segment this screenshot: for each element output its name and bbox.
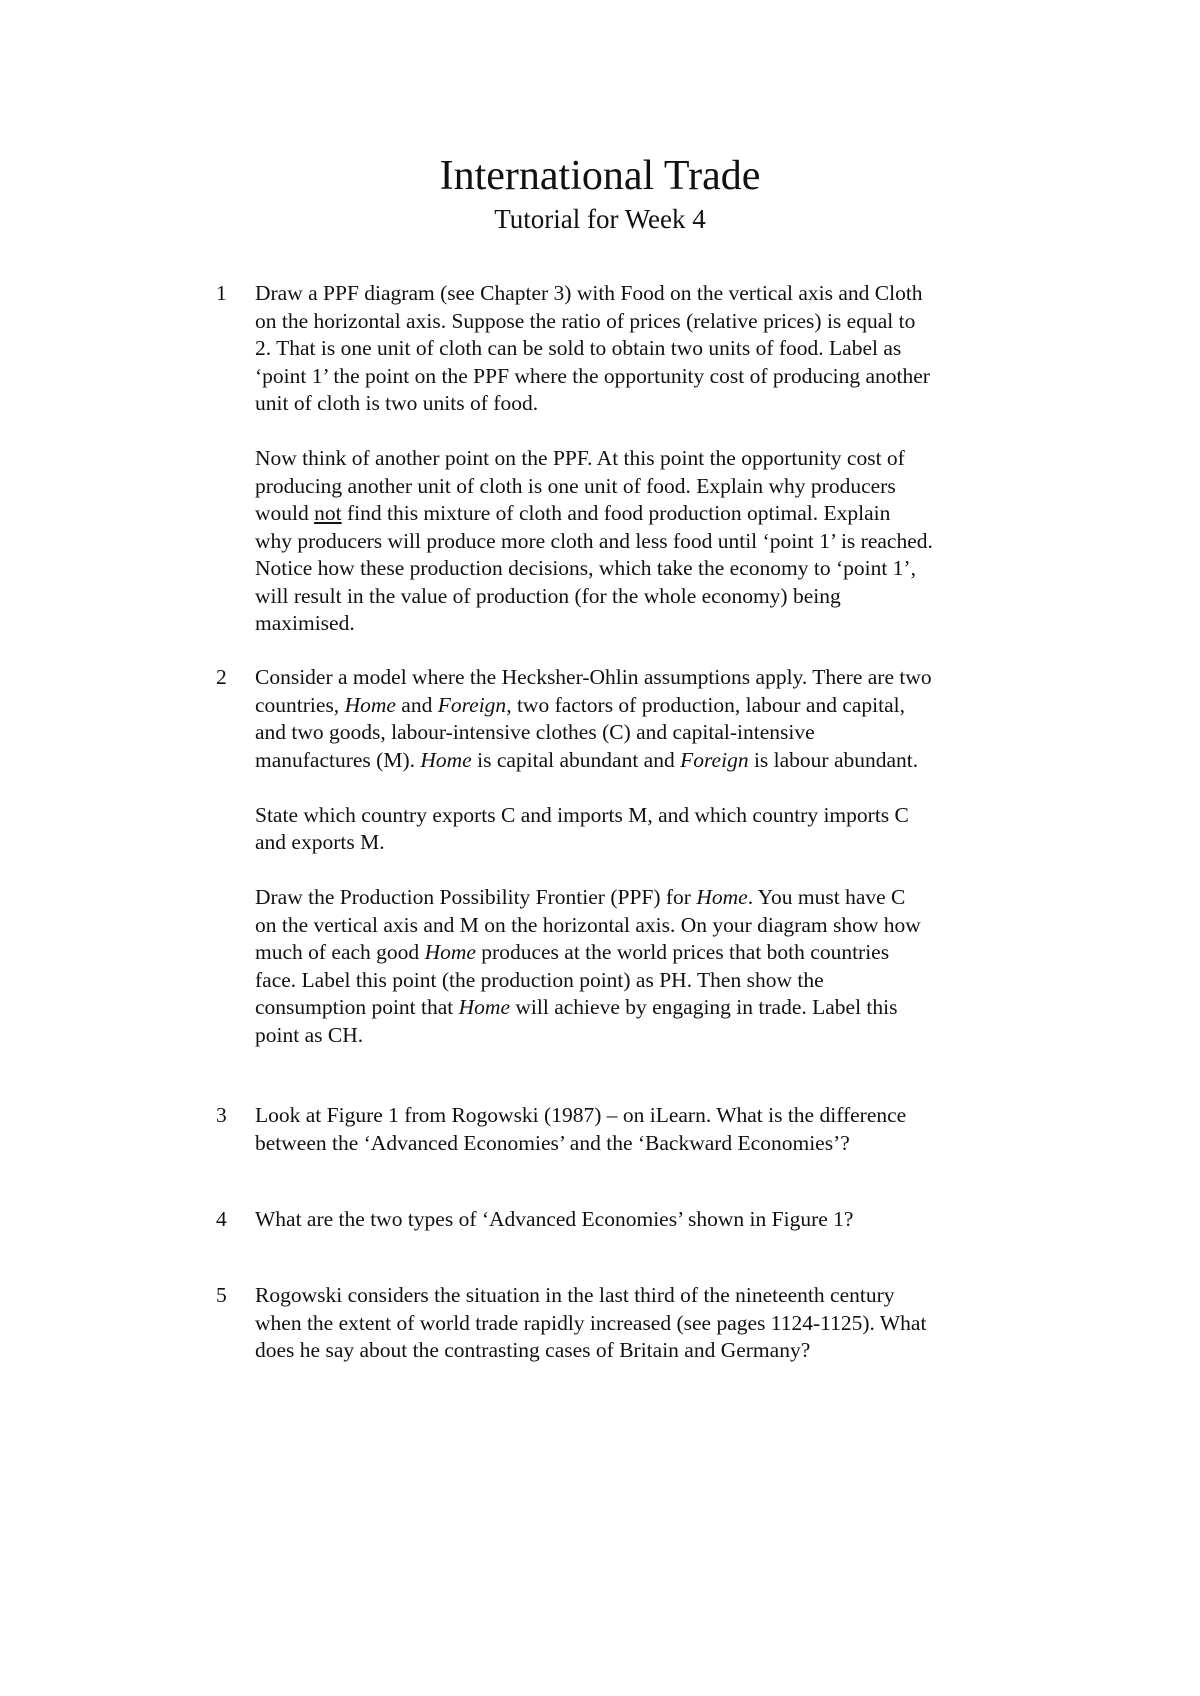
text-line: between the ‘Advanced Economies’ and the ‘Backward Economies’? <box>255 1130 850 1155</box>
question-paragraph <box>255 1206 1036 1234</box>
underlined-text: not <box>314 501 342 525</box>
question-4 <box>216 1206 1036 1234</box>
text-run: consumption point that <box>255 995 459 1019</box>
text-run: much of each good <box>255 940 425 964</box>
text-line: Notice how these production decisions, which take the economy to ‘point 1’, <box>255 556 916 580</box>
question-paragraph <box>255 802 1036 857</box>
text-line: Consider a model where the Hecksher-Ohlin assumptions apply. There are two <box>255 665 932 689</box>
question-number: 2 <box>216 665 227 689</box>
text-line: on the vertical axis and M on the horizontal axis. On your diagram show how <box>255 912 921 937</box>
text-line: State which country exports C and imports M, and which country imports C <box>255 802 909 827</box>
text-line: face. Label this point (the production point) as PH. Then show the <box>255 967 824 992</box>
text-line: and two goods, labour-intensive clothes (C) and capital-intensive <box>255 720 815 744</box>
text-line: and exports M. <box>255 830 385 854</box>
text-run: produces at the world prices that both countries <box>475 940 890 964</box>
text-line: will result in the value of production (for the whole economy) being <box>255 583 841 608</box>
text-line: on the horizontal axis. Suppose the ratio of prices (relative prices) is equal to <box>255 308 916 333</box>
text-run: would <box>255 501 315 525</box>
text-run: is capital abundant and <box>471 747 681 772</box>
text-line-with-underline <box>255 500 1036 528</box>
text-run: . You must have C <box>747 885 906 909</box>
question-paragraph <box>255 1102 1036 1157</box>
italic-text: Home <box>344 692 396 717</box>
text-line-with-italics <box>255 692 1036 720</box>
italic-text: Foreign <box>680 747 749 772</box>
text-line-with-italics <box>255 994 1036 1022</box>
text-line: maximised. <box>255 611 355 635</box>
text-line: 2. That is one unit of cloth can be sold to obtain two units of food. Label as <box>255 336 902 360</box>
question-3 <box>216 1102 1036 1157</box>
text-line: when the extent of world trade rapidly increased (see pages 1124-1125). What <box>255 1310 927 1335</box>
italic-text: Home <box>696 885 748 909</box>
question-paragraph <box>255 1282 1036 1365</box>
question-5 <box>216 1282 1036 1365</box>
question-paragraph <box>255 884 1036 1049</box>
text-run: , two factors of production, labour and capital, <box>506 692 906 717</box>
question-1 <box>216 280 1036 638</box>
italic-text: Home <box>424 940 476 964</box>
italic-text: Home <box>458 995 511 1019</box>
text-line-with-italics <box>255 884 1036 912</box>
text-run: find this mixture of cloth and food production optimal. Explain <box>341 501 891 525</box>
question-number: 3 <box>216 1103 227 1127</box>
text-run: Draw the Production Possibility Frontier (PPF) for <box>255 885 697 909</box>
text-line: why producers will produce more cloth and less food until ‘point 1’ is reached. <box>255 528 933 553</box>
text-run: is labour abundant. <box>748 747 919 772</box>
text-line: Look at Figure 1 from Rogowski (1987) – on iLearn. What is the difference <box>255 1103 907 1127</box>
text-line: Draw a PPF diagram (see Chapter 3) with Food on the vertical axis and Cloth <box>255 281 923 305</box>
italic-text: Foreign <box>437 692 507 717</box>
text-line: producing another unit of cloth is one unit of food. Explain why producers <box>255 473 896 498</box>
text-line: ‘point 1’ the point on the PPF where the opportunity cost of producing another <box>255 363 930 388</box>
document-title: International Trade <box>439 153 761 199</box>
text-run: and <box>395 692 438 717</box>
text-line: point as CH. <box>255 1022 364 1047</box>
question-paragraph <box>255 445 1036 638</box>
question-number: 4 <box>216 1207 227 1231</box>
text-line-with-italics <box>255 747 1036 775</box>
text-run: countries, <box>255 692 345 717</box>
document-subtitle: Tutorial for Week 4 <box>494 204 706 234</box>
question-paragraph <box>255 664 1036 774</box>
text-run: will achieve by engaging in trade. Label this <box>510 995 898 1019</box>
text-line: unit of cloth is two units of food. <box>255 391 539 415</box>
text-line: What are the two types of ‘Advanced Economies’ shown in Figure 1? <box>255 1207 854 1231</box>
text-line: does he say about the contrasting cases of Britain and Germany? <box>255 1338 811 1362</box>
question-number: 5 <box>216 1283 227 1307</box>
question-number: 1 <box>216 281 227 305</box>
question-2 <box>216 664 1036 1049</box>
text-line: Now think of another point on the PPF. At this point the opportunity cost of <box>255 446 905 470</box>
question-paragraph <box>255 280 1036 418</box>
text-line: Rogowski considers the situation in the last third of the nineteenth century <box>255 1283 895 1307</box>
text-run: manufactures (M). <box>255 747 421 772</box>
text-line-with-italics <box>255 939 1036 967</box>
italic-text: Home <box>420 747 472 772</box>
